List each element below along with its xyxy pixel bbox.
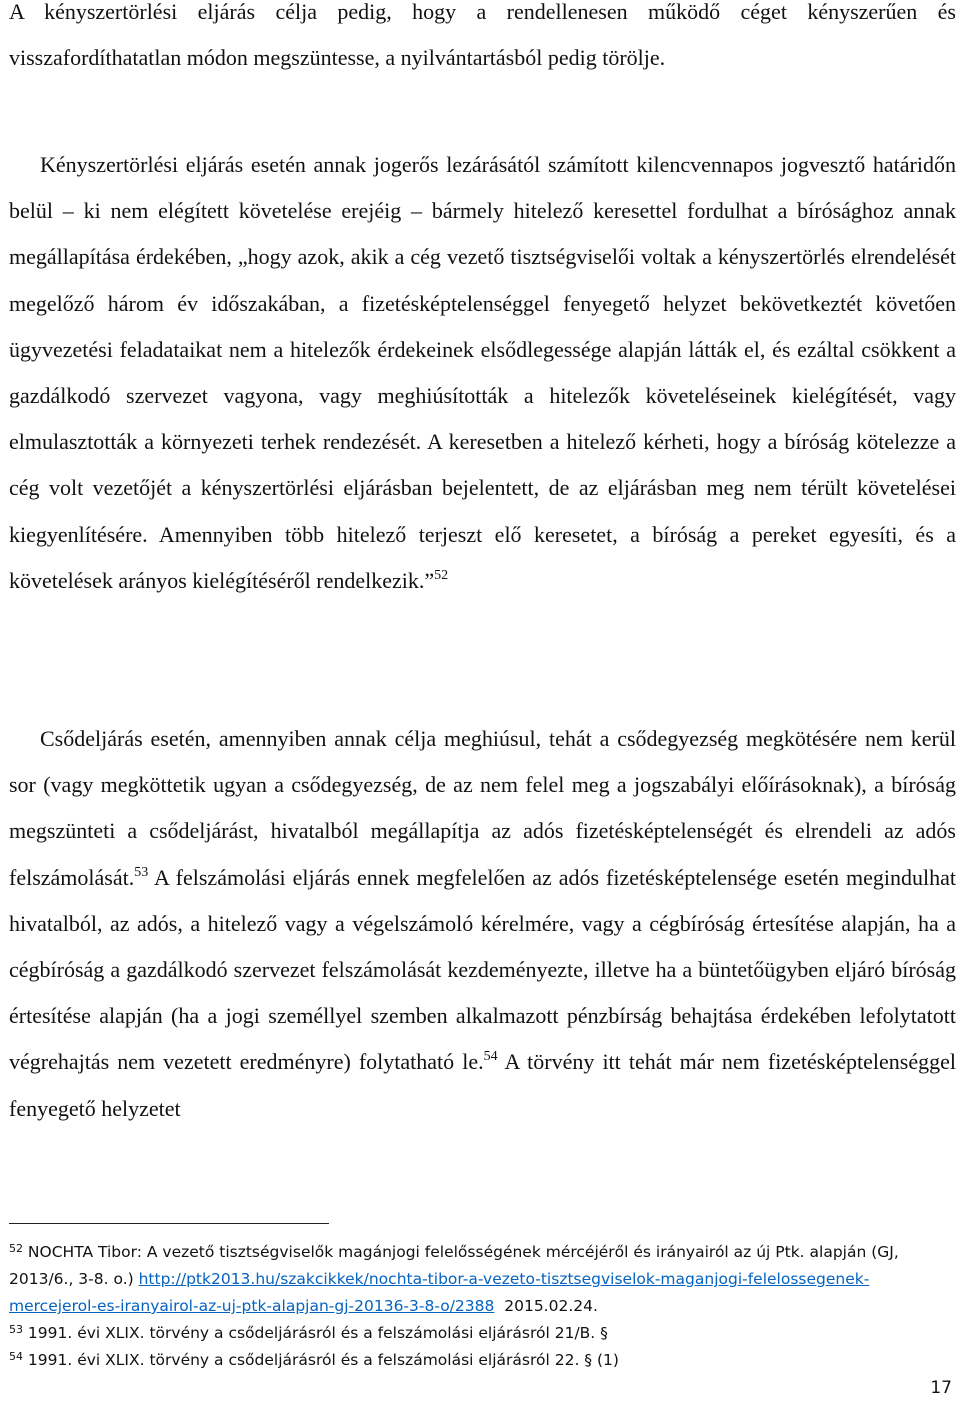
- footnote-54: [9, 1347, 956, 1374]
- footnote-number: 53: [9, 1323, 23, 1336]
- paragraph-kenyszertorles-cel: [9, 0, 956, 81]
- paragraph-text: A törvény itt tehát már nem fizetésképtelenséggel fenyegető helyzetet: [9, 1049, 956, 1121]
- footnote-link[interactable]: http://ptk2013.hu/szakcikkek/nochta-tibor-a-vezeto-tisztsegviselok-maganjogi-felelossegenek-mercejerol-es-iranyairol-az-uj-ptk-alapjan-gj-20136-3-8-o/2388: [9, 1270, 870, 1315]
- paragraph-text: Csődeljárás esetén, amennyiben annak célja meghiúsul, tehát a csődegyezség megkötésére nem kerül sor (vagy megköttetik ugyan a csődegyezség, de az nem felel meg a jogszabályi előírásoknak), a bíróság megszünteti a csődeljárást, hivatalból megállapítja az adós fizetésképtelenségét és elrendeli az adós felszámolását.: [9, 726, 956, 890]
- footnotes: [9, 1239, 956, 1374]
- footnote-text: 1991. évi XLIX. törvény a csődeljárásról és a felszámolási eljárásról 22. § (1): [23, 1351, 619, 1369]
- footnote-52: [9, 1239, 956, 1320]
- footnote-text: 1991. évi XLIX. törvény a csődeljárásról és a felszámolási eljárásról 21/B. §: [23, 1324, 608, 1342]
- footnote-ref-53[interactable]: 53: [134, 864, 149, 880]
- paragraph-csodeljaras: [9, 716, 956, 1132]
- document-page: [9, 0, 956, 1401]
- footnote-ref-54[interactable]: 54: [483, 1049, 498, 1065]
- footnote-text: NOCHTA Tibor: A vezető tisztségviselők magánjogi felelősségének mércéjéről és irányairól az új Ptk. alapján (GJ, 2013/6., 3-8. o.): [9, 1243, 899, 1288]
- footnote-separator: [9, 1223, 329, 1224]
- paragraph-text: A felszámolási eljárás ennek megfelelően az adós fizetésképtelensége esetén megindulhat hivatalból, az adós, a hitelező vagy a végelszámoló kérelmére, vagy a cégbíróság értesítése alapján, ha a cégbíróság a gazdálkodó szervezet felszámolását kezdeményezte, illetve ha a büntetőügyben eljáró bíróság értesítése alapján (ha a jogi személlyel szemben alkalmazott pénzbírság behajtása érdekében lefolytatott végrehajtás nem vezetett eredményre) folytatható le.: [9, 864, 956, 1075]
- footnote-number: 52: [9, 1242, 23, 1255]
- paragraph-kenyszertorles-kereset: [9, 142, 956, 604]
- paragraph-text: Kényszertörlési eljárás esetén annak jogerős lezárásától számított kilencvennapos jogvesztő határidőn belül – ki nem elégített követelése erejéig – bármely hitelező keresettel fordulhat a bírósághoz annak megállapítása érdekében, „hogy azok, akik a cég vezető tisztségviselői voltak a kényszertörlés elrendelését megelőző három év időszakában, a fizetésképtelenséggel fenyegető helyzet bekövetkeztét követően ügyvezetési feladataikat nem a hitelezők érdekeinek elsődlegessége alapján látták el, és ezáltal csökkent a gazdálkodó szervezet vagyona, vagy meghiúsították a hitelezők követeléseinek kielégítését, vagy elmulasztották a környezeti terhek rendezését. A keresetben a hitelező kérheti, hogy a bíróság kötelezze a cég volt vezetőjét a kényszertörlési eljárásban bejelentett, de az eljárásban meg nem térült követelései kiegyenlítésére. Amennyiben több hitelező terjeszt elő keresetet, a bíróság a pereket egyesíti, és a követelések arányos kielégítéséről rendelkezik.”: [9, 152, 956, 593]
- page-number: 17: [930, 1378, 952, 1398]
- footnote-ref-52[interactable]: 52: [434, 567, 449, 583]
- footnote-date: 2015.02.24.: [494, 1297, 598, 1315]
- footnote-53: [9, 1320, 956, 1347]
- paragraph-text: A kényszertörlési eljárás célja pedig, hogy a rendellenesen működő céget kényszerűen és visszafordíthatatlan módon megszüntesse, a nyilvántartásból pedig törölje.: [9, 0, 956, 71]
- footnote-number: 54: [9, 1350, 23, 1363]
